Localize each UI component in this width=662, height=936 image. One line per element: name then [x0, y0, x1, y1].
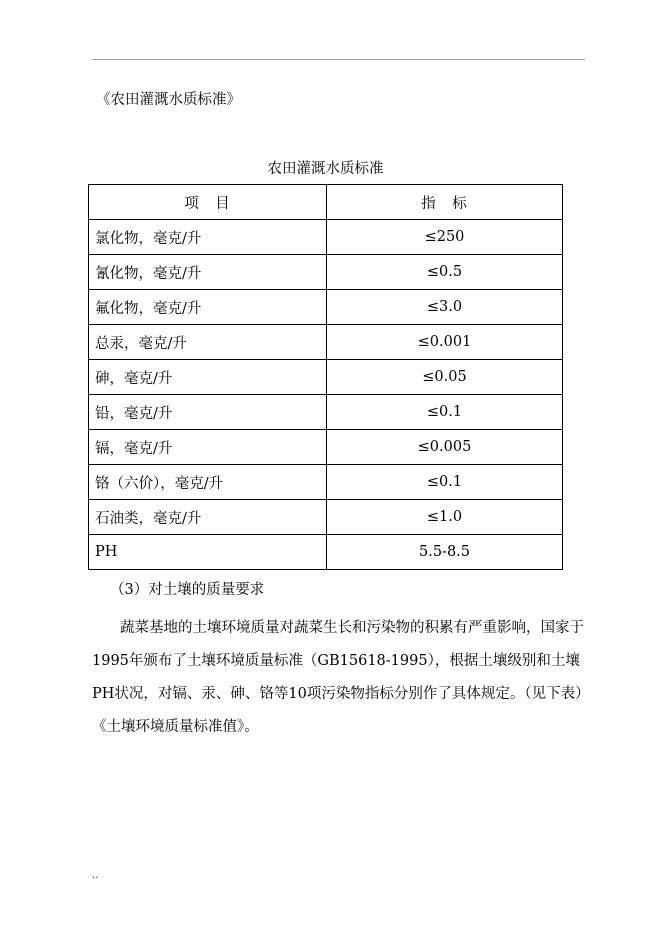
row-item: 石油类，毫克/升: [89, 500, 327, 535]
row-value: ≤0.1: [327, 465, 563, 500]
row-item: 砷，毫克/升: [89, 360, 327, 395]
row-item: 铅，毫克/升: [89, 395, 327, 430]
row-value: ≤0.5: [327, 255, 563, 290]
section-subheading: （3）对土壤的质量要求: [110, 582, 265, 598]
water-quality-table: [88, 184, 563, 570]
row-item: 铬（六价），毫克/升: [89, 465, 327, 500]
table-row: [89, 395, 563, 430]
table-row: [89, 255, 563, 290]
row-value: ≤250: [327, 220, 563, 255]
row-item: 氯化物，毫克/升: [89, 220, 327, 255]
row-item: 氟化物，毫克/升: [89, 290, 327, 325]
footer-mark: ..: [92, 870, 99, 881]
row-value: ≤1.0: [327, 500, 563, 535]
row-value: ≤0.1: [327, 395, 563, 430]
table-header-row: [89, 185, 563, 220]
table-row: [89, 290, 563, 325]
table-row: [89, 360, 563, 395]
row-item: 总汞，毫克/升: [89, 325, 327, 360]
header-rule: [92, 59, 585, 60]
table-row: [89, 220, 563, 255]
column-header-item: 项 目: [89, 185, 327, 220]
row-value: ≤0.05: [327, 360, 563, 395]
section-paragraph: 蔬菜基地的土壤环境质量对蔬菜生长和污染物的积累有严重影响，国家于1995年颁布了土壤环境质量标准（GB15618-1995），根据土壤级别和土壤PH状况，对镉、汞、砷、铬等10项污染物指标分别作了具体规定。（见下表）《土壤环境质量标准值》。: [92, 620, 584, 735]
row-value: 5.5-8.5: [327, 535, 563, 570]
document-heading: 《农田灌溉水质标准》: [96, 92, 241, 108]
row-item: PH: [89, 535, 327, 570]
column-header-value: 指 标: [327, 185, 563, 220]
table-row: [89, 535, 563, 570]
row-value: ≤0.005: [327, 430, 563, 465]
table-row: [89, 430, 563, 465]
table-row: [89, 325, 563, 360]
row-item: 镉，毫克/升: [89, 430, 327, 465]
row-item: 氰化物，毫克/升: [89, 255, 327, 290]
table-caption: 农田灌溉水质标准: [267, 161, 384, 177]
row-value: ≤3.0: [327, 290, 563, 325]
row-value: ≤0.001: [327, 325, 563, 360]
table-row: [89, 500, 563, 535]
table-row: [89, 465, 563, 500]
